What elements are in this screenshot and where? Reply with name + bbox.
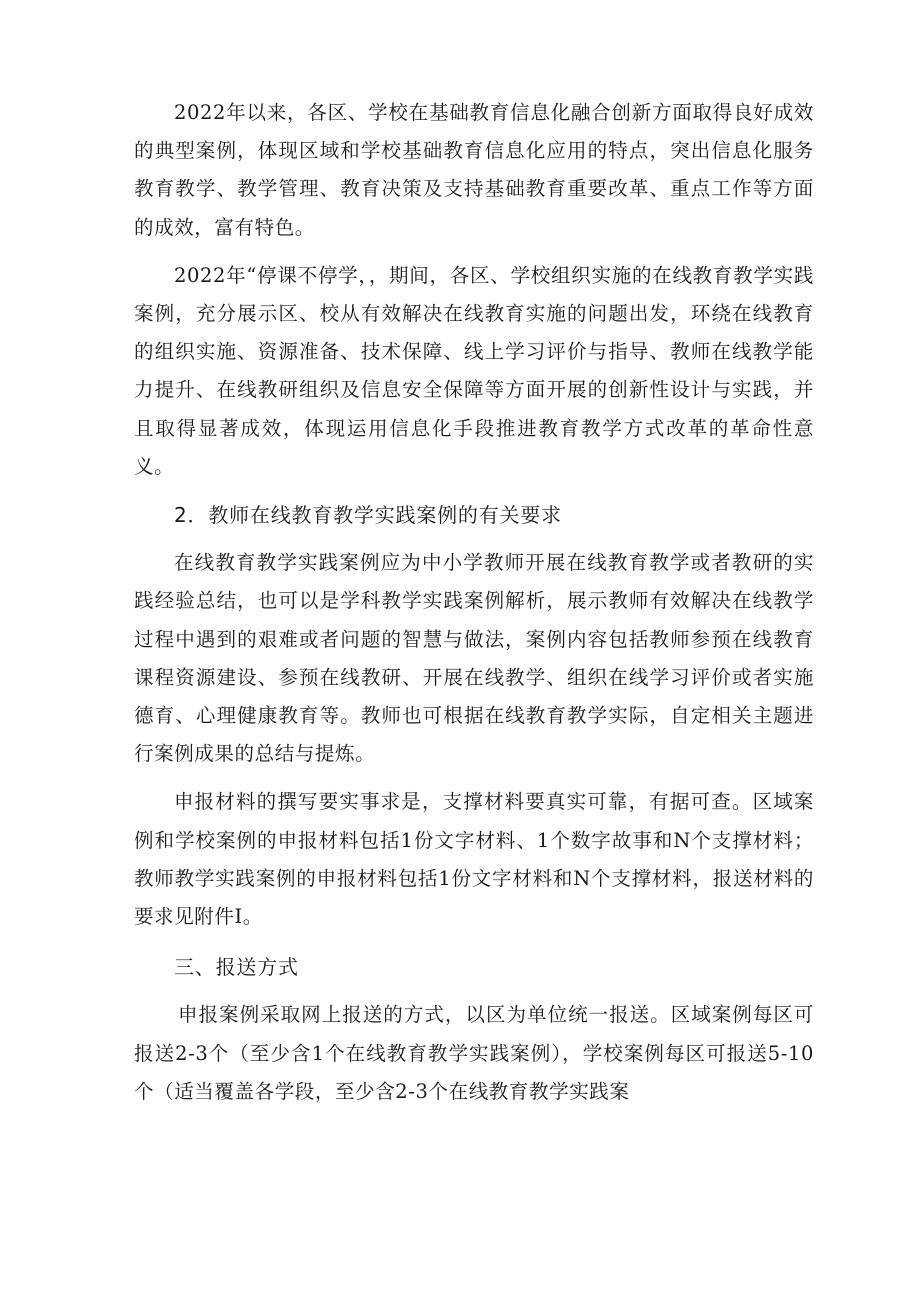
paragraph-online-teaching-cases: 2022年“停课不停学，，期间，各区、学校组织实施的在线教育教学实践案例，充分展示区、校从有效解决在线教育实施的问题出发，环绕在线教育的组织实施、资源准备、技术保障、线上学习评价与指导、教师在线教学能力提升、在线教研组织及信息安全保障等方面开展的创新性设计与实践，并且取得显著成效，体现运用信息化手段推进教育教学方式改革的革命性意义。: [134, 263, 814, 478]
paragraph-spacer: [134, 247, 814, 257]
paragraph-spacer: [134, 986, 814, 996]
paragraph-spacer: [134, 534, 814, 544]
paragraph-spacer: [134, 773, 814, 783]
paragraph-spacer: [134, 936, 814, 948]
paragraph-submission-details: 申报案例采取网上报送的方式，以区为单位统一报送。区域案例每区可报送2-3个（至少含1个在线教育教学实践案例），学校案例每区可报送5-10个（适当覆盖各学段，至少含2-3个在线教育教学实践案: [134, 1003, 814, 1103]
paragraph-typical-cases: 2022年以来，各区、学校在基础教育信息化融合创新方面取得良好成效的典型案例，体现区域和学校基础教育信息化应用的特点，突出信息化服务教育教学、教学管理、教育决策及支持基础教育重要改革、重点工作等方面的成效，富有特色。: [134, 101, 814, 239]
paragraph-teacher-case-content: 在线教育教学实践案例应为中小学教师开展在线教育教学或者教研的实践经验总结，也可以是学科教学实践案例解析，展示教师有效解决在线教学过程中遇到的艰难或者问题的智慧与做法，案例内容包括教师参预在线教育课程资源建设、参预在线教研、开展在线教学、组织在线学习评价或者实施德育、心理健康教育等。教师也可根据在线教育教学实际，自定相关主题进行案例成果的总结与提炼。: [134, 551, 814, 766]
section-heading-submission-method: 三、报送方式: [174, 955, 299, 980]
paragraph-application-materials: 申报材料的撰写要实事求是，支撑材料要真实可靠，有据可查。区域案例和学校案例的申报材料包括1份文字材料、1个数字故事和N个支撑材料；教师教学实践案例的申报材料包括1份文字材料和N个支撑材料，报送材料的要求见附件I。: [134, 790, 814, 929]
document-body: [134, 94, 814, 1111]
paragraph-spacer: [134, 486, 814, 496]
section-heading-teacher-requirements: 2．教师在线教育教学实践案例的有关要求: [174, 503, 562, 528]
